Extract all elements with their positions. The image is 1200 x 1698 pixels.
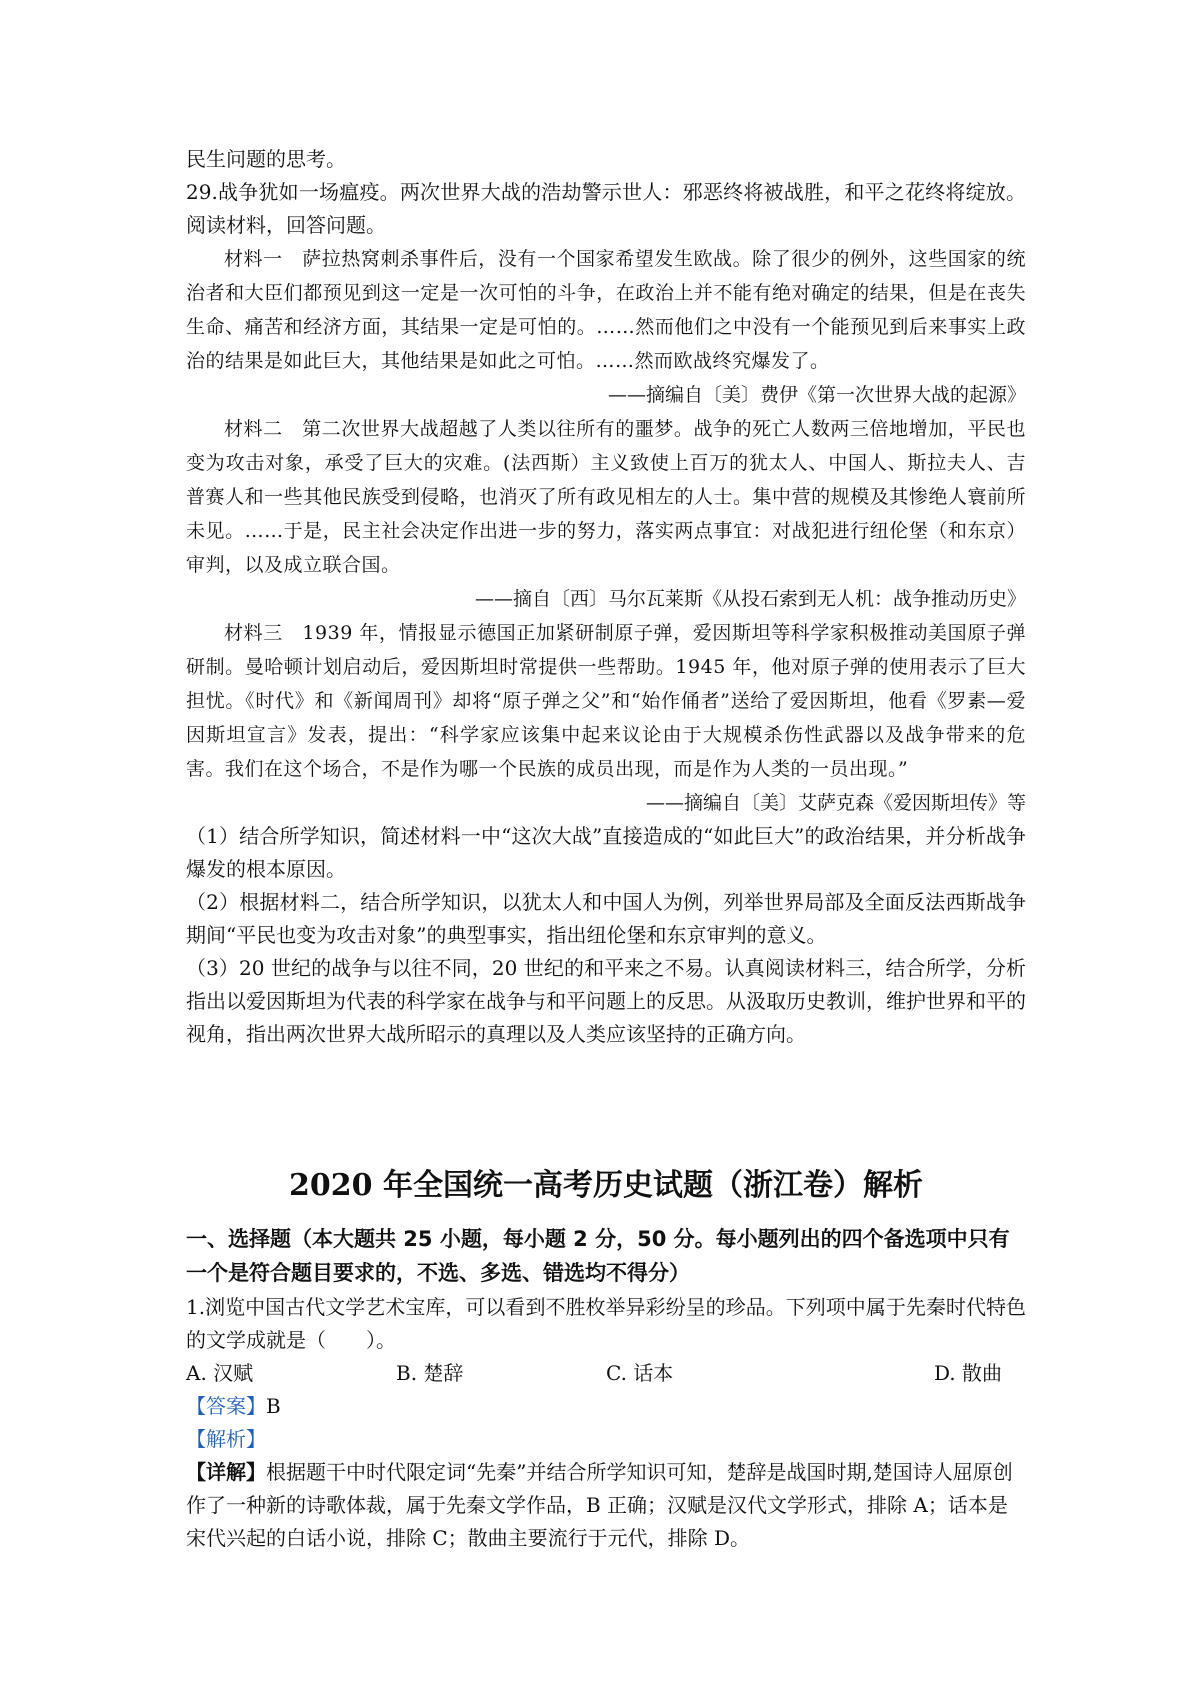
detail-label: 【详解】 xyxy=(186,1460,266,1484)
source-2: ——摘自〔西〕马尔瓦莱斯《从投石索到无人机：战争推动历史》 xyxy=(474,588,1026,610)
answer-value: B xyxy=(266,1394,281,1418)
analysis-line xyxy=(186,1423,1026,1456)
q1-options xyxy=(186,1357,1026,1390)
detail-text: 根据题干中时代限定词“先秦”并结合所学知识可知，楚辞是战国时期,楚国诗人屈原创作了一种新的诗歌体裁，属于先秦文学作品，B 正确；汉赋是汉代文学形式，排除 A；话本是宋代兴起的白话小说，排除 C；散曲主要流行于元代，排除 D。 xyxy=(186,1460,1013,1550)
intro-tail: 民生问题的思考。 xyxy=(186,147,346,171)
source-1: ——摘编自〔美〕费伊《第一次世界大战的起源》 xyxy=(607,384,1026,406)
option-a: A. 汉赋 xyxy=(186,1361,254,1385)
q29-stem: 29.战争犹如一场瘟疫。两次世界大战的浩劫警示世人：邪恶终将被战胜，和平之花终将绽放。阅读材料，回答问题。 xyxy=(186,180,1026,237)
detail-paragraph xyxy=(186,1456,1026,1555)
answer-label: 【答案】 xyxy=(186,1394,266,1418)
material-2: 材料二 第二次世界大战超越了人类以往所有的噩梦。战争的死亡人数两三倍地增加，平民也变为攻击对象，承受了巨大的灾难。(法西斯）主义致使上百万的犹太人、中国人、斯拉夫人、吉普赛人和一些其他民族受到侵略，也消灭了所有政见相左的人士。集中营的规模及其惨绝人寰前所未见。……于是，民主社会决定作出进一步的努力，落实两点事宜：对战犯进行纽伦堡（和东京）审判，以及成立联合国。 xyxy=(186,418,1026,576)
option-d: D. 散曲 xyxy=(933,1361,1002,1385)
sub-question-1: （1）结合所学知识，简述材料一中“这次大战”直接造成的“如此巨大”的政治结果，并分析战争爆发的根本原因。 xyxy=(186,824,1026,881)
sub-question-2: （2）根据材料二，结合所学知识，以犹太人和中国人为例，列举世界局部及全面反法西斯战争期间“平民也变为攻击对象”的典型事实，指出纽伦堡和东京审判的意义。 xyxy=(186,890,1026,947)
question-29-block xyxy=(186,143,1026,1051)
analysis-title: 2020 年全国统一高考历史试题（浙江卷）解析 xyxy=(289,1168,923,1203)
section-heading: 一、选择题（本大题共 25 小题，每小题 2 分，50 分。每小题列出的四个备选项中只有一个是符合题目要求的，不选、多选、错选均不得分） xyxy=(186,1227,1010,1285)
option-b: B. 楚辞 xyxy=(396,1361,464,1385)
analysis-label: 【解析】 xyxy=(186,1427,266,1451)
source-3: ——摘编自〔美〕艾萨克森《爱因斯坦传》等 xyxy=(645,792,1026,814)
sub-question-3: （3）20 世纪的战争与以往不同，20 世纪的和平来之不易。认真阅读材料三，结合所学，分析指出以爱因斯坦为代表的科学家在战争与和平问题上的反思。从汲取历史教训，维护世界和平的视角，指出两次世界大战所昭示的真理以及人类应该坚持的正确方向。 xyxy=(186,956,1026,1046)
question-1-block xyxy=(186,1291,1026,1555)
answer-line xyxy=(186,1390,1026,1423)
option-c: C. 话本 xyxy=(606,1361,674,1385)
q1-stem: 1.浏览中国古代文学艺术宝库，可以看到不胜枚举异彩纷呈的珍品。下列项中属于先秦时代特色的文学成就是（ ）。 xyxy=(186,1295,1026,1352)
material-3: 材料三 1939 年，情报显示德国正加紧研制原子弹，爱因斯坦等科学家积极推动美国原子弹研制。曼哈顿计划启动后，爱因斯坦时常提供一些帮助。1945 年，他对原子弹的使用表示了巨大担忧。《时代》和《新闻周刊》却将“原子弹之父”和“始作俑者”送给了爱因斯坦，他看《罗素—爱因斯坦宣言》发表，提出：“科学家应该集中起来议论由于大规模杀伤性武器以及战争带来的危害。我们在这个场合，不是作为哪一个民族的成员出现，而是作为人类的一员出现。” xyxy=(186,622,1026,780)
material-1: 材料一 萨拉热窝刺杀事件后，没有一个国家希望发生欧战。除了很少的例外，这些国家的统治者和大臣们都预见到这一定是一次可怕的斗争，在政治上并不能有绝对确定的结果，但是在丧失生命、痛苦和经济方面，其结果一定是可怕的。……然而他们之中没有一个能预见到后来事实上政治的结果是如此巨大，其他结果是如此之可怕。……然而欧战终究爆发了。 xyxy=(186,248,1026,372)
